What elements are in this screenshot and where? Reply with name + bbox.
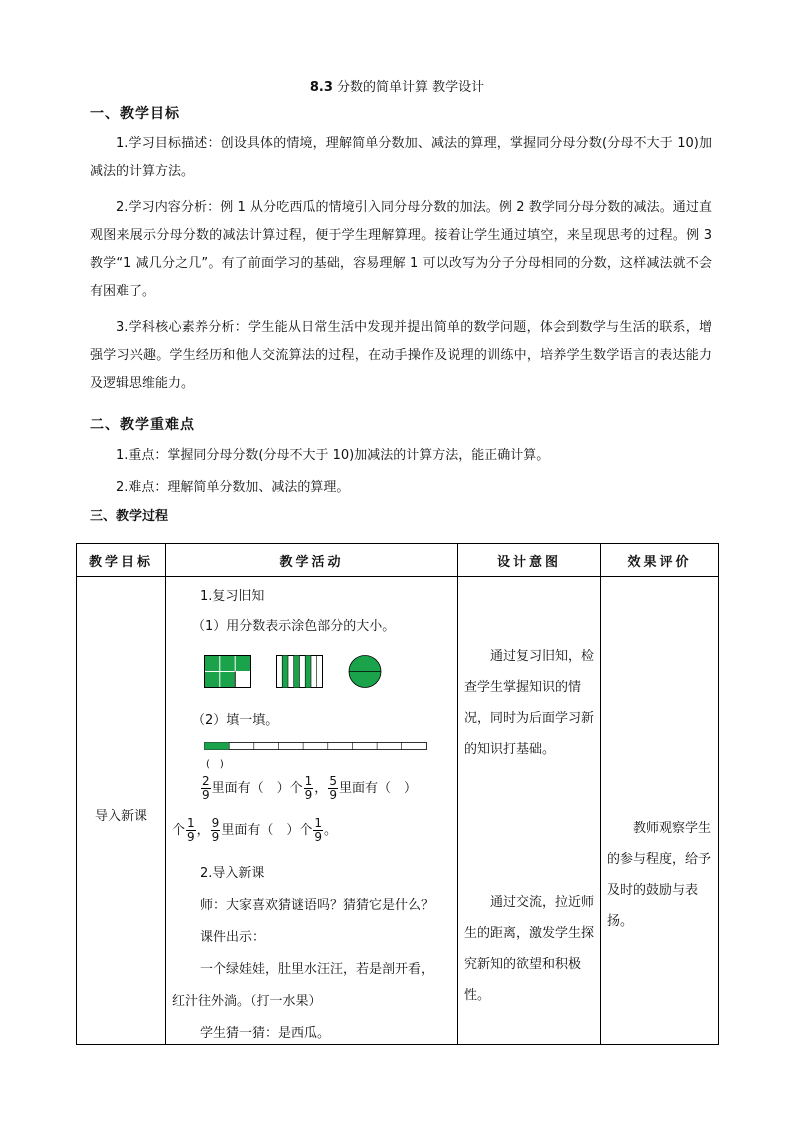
heading-process: 三、教学过程 [90,509,169,524]
cell-evaluation [601,577,719,1045]
fill-question-2: 个 $\frac{1}{9}$ ， $\frac{9}{9}$ 里面有（ ）个 $\frac{1}{9}$ 。 [172,816,337,844]
title-number: 8.3 [309,80,333,95]
cell-intent [458,577,601,1045]
activity-line-teacher: 师：大家喜欢猜谜语吗？猜猜它是什么？ [200,898,435,913]
intent-review: 通过复习旧知，检查学生掌握知识的情况，同时为后面学习新的知识打基础。 [464,649,595,757]
goal-paragraph-1: 1.学习目标描述：创设具体的情境，理解简单分数加、减法的算理，掌握同分母分数(分母不大于 10)加减法的计算方法。 [90,136,712,179]
table-row [77,577,719,1045]
circle-figure [349,656,381,688]
square-figure [205,656,251,688]
intent-communicate: 通过交流，拉近师生的距离，激发学生探究新知的欲望和积极性。 [464,895,595,1003]
number-strip [204,739,428,753]
strip-figure [277,656,323,688]
activity-line-shade: （1）用分数表示涂色部分的大小。 [192,619,396,634]
activity-line-answer: 学生猜一猜：是西瓜。 [200,1026,331,1041]
activity-line-review: 1.复习旧知 [200,589,265,604]
keypoint-paragraph-2: 2.难点：理解简单分数加、减法的算理。 [116,480,350,495]
fill-question-1: $\frac{2}{9}$ 里面有（ ）个 $\frac{1}{9}$ ， $\frac{5}{9}$ 里面有（ ） [202,774,417,802]
fraction-1-9-c: $\frac{1}{9}$ [314,816,322,844]
fraction-5-9: $\frac{5}{9}$ [329,774,337,802]
fraction-1-9: $\frac{1}{9}$ [304,774,313,802]
header-intent: 设计意图 [458,544,601,577]
fraction-figures [204,655,384,689]
fraction-9-9: $\frac{9}{9}$ [211,816,220,844]
cell-activity [166,577,458,1045]
heading-keypoints: 二、教学重难点 [90,417,195,433]
activity-line-fill: （2）填一填。 [192,713,279,728]
header-goal: 教学目标 [77,544,166,577]
header-activity: 教学活动 [166,544,458,577]
fraction-1-9-b: $\frac{1}{9}$ [187,816,195,844]
table-header-row [77,544,719,577]
activity-line-courseware: 课件出示： [200,930,266,945]
evaluation-text: 教师观察学生的参与程度，给予及时的鼓励与表扬。 [607,821,712,929]
cell-row-label [77,577,166,1045]
fraction-2-9: $\frac{2}{9}$ [202,774,210,802]
activity-line-riddle-1: 一个绿娃娃，肚里水汪汪，若是剖开看， [200,962,435,977]
document-title [0,76,794,95]
activity-line-intro: 2.导入新课 [200,866,265,881]
row-label: 导入新课 [94,809,147,824]
strip-bracket: ( ) [206,759,224,770]
goal-paragraph-3: 3.学科核心素养分析：学生能从日常生活中发现并提出简单的数学问题，体会到数学与生活的联系，增强学习兴趣。学生经历和他人交流算法的过程，在动手操作及说理的训练中，培养学生数学语言的表达能力及逻辑思维能力。 [90,320,712,391]
keypoint-paragraph-1: 1.重点：掌握同分母分数(分母不大于 10)加减法的计算方法，能正确计算。 [116,448,550,463]
activity-line-riddle-2: 红汁往外淌。（打一水果） [172,994,322,1009]
heading-goals: 一、教学目标 [90,106,180,122]
goal-paragraph-2: 2.学习内容分析：例 1 从分吃西瓜的情境引入同分母分数的加法。例 2 教学同分母分数的减法。通过直观图来展示分母分数的减法计算过程，便于学生理解算理。接着让学生通过填空，来呈现思考的过程。例 3 教学“1 减几分之几”。有了前面学习的基础，容易理解 1 可以改写为分子分母相同的分数，这样减法就不会有困难了。 [90,200,712,299]
title-text: 分数的简单计算 教学设计 [337,80,485,95]
header-evaluation: 效果评价 [601,544,719,577]
lesson-table [76,543,719,1045]
